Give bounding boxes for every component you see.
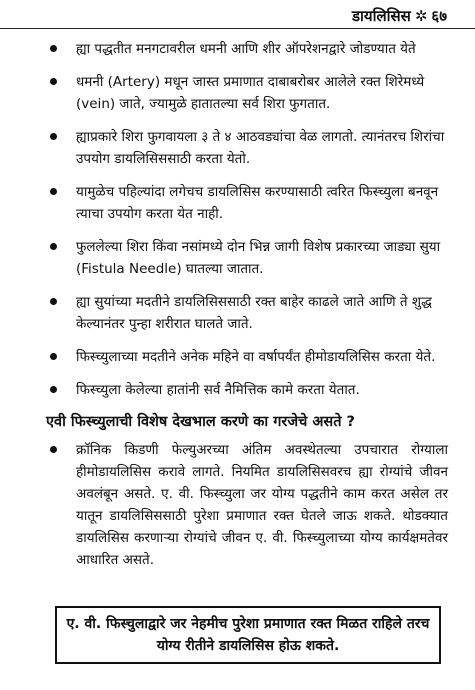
page-number: ६७ bbox=[431, 7, 447, 25]
header-title: डायलिसिस bbox=[351, 7, 411, 25]
bullet-icon bbox=[50, 446, 57, 453]
list-item bbox=[48, 38, 448, 60]
section-paragraph: क्रॉनिक किडणी फेल्युअरच्या अंतिम अवस्थेतल्या उपचारात रोग्याला हीमोडायलिसिस करावे लागते. नियमित डायलिसिसवरच ह्या रोग्यांचे जीवन अवलंबून असते. ए. वी. फिस्च्युला जर योग्य पद्धतीने काम करत असेल तर यातून डायलिसिससाठी पुरेशा प्रमाणात रक्त घेतले जाऊ शकते. थोडक्यात डायलिसिस करणाऱ्या रोग्यांचे जीवन ए. वी. फिस्च्युलाच्या योग्य कार्यक्षमतेवर आधारित असते. bbox=[76, 442, 448, 568]
highlight-note-text: ए. वी. फिस्चुलाद्वारे जर नेहमीच पुरेशा प्रमाणात रक्त मिळत राहिले तरच योग्य रीतीने डायलिसिस होऊ शकते. bbox=[66, 616, 430, 654]
list-item bbox=[48, 181, 448, 225]
list-item-text: ह्या पद्धतीत मनगटावरील धमनी आणि शीर ऑपरेशनद्वारे जोडण्यात येते bbox=[76, 41, 416, 57]
list-item-text: ह्या सुयांच्या मदतीने डायलिसिससाठी रक्त बाहेर काढले जाते आणि ते शुद्ध केल्यानंतर पुन्हा शरीरात घालते जाते. bbox=[76, 294, 432, 332]
list-item bbox=[48, 236, 448, 280]
list-item-text: ह्याप्रकारे शिरा फुगवायला ३ ते ४ आठवड्यांचा वेळ लागतो. त्यानंतरच शिरांचा उपयोग डायलिसिससाठी करता येतो. bbox=[76, 129, 445, 167]
page-body bbox=[48, 38, 448, 582]
list-item-text: धमनी (Artery) मधून जास्त प्रमाणात दाबाबरोबर आलेले रक्त शिरेमध्ये (vein) जाते, ज्यामुळे हातातल्या सर्व शिरा फुगतात. bbox=[76, 74, 425, 112]
list-item-text: यामुळेच पहिल्यांदा लगेचच डायलिसिस करण्यासाठी त्वरित फिस्च्युला बनवून त्याचा उपयोग करता येत नाही. bbox=[76, 184, 439, 222]
page-header bbox=[352, 6, 447, 26]
bullet-icon bbox=[50, 133, 57, 140]
list-item bbox=[48, 71, 448, 115]
list-item bbox=[48, 126, 448, 170]
list-item bbox=[48, 346, 448, 368]
bullet-icon bbox=[50, 78, 57, 85]
highlight-note-box bbox=[55, 606, 441, 664]
bullet-icon bbox=[50, 243, 57, 250]
bullet-icon bbox=[50, 386, 57, 393]
list-item bbox=[48, 291, 448, 335]
header-divider bbox=[0, 28, 475, 29]
bullet-icon bbox=[50, 353, 57, 360]
bullet-icon bbox=[50, 188, 57, 195]
section-heading: एवी फिस्च्युलाची विशेष देखभाल करणे का गरजेचे असते ? bbox=[46, 414, 355, 430]
list-item bbox=[48, 379, 448, 401]
bullet-icon bbox=[50, 298, 57, 305]
list-item-text: फिस्च्युलाच्या मदतीने अनेक महिने वा वर्षापर्यंत हीमोडायलिसिस करता येते. bbox=[76, 349, 436, 365]
asterisk-ornament-icon: ✲ bbox=[414, 7, 428, 25]
bullet-icon bbox=[50, 45, 57, 52]
list-item-text: फिस्च्युला केलेल्या हातांनी सर्व नैमित्तिक कामे करता येतात. bbox=[76, 382, 360, 398]
section-list-item bbox=[48, 439, 448, 571]
list-item-text: फुललेल्या शिरा किंवा नसांमध्ये दोन भिन्न जागी विशेष प्रकारच्या जाड्या सुया (Fistula Needle) घातल्या जातात. bbox=[76, 239, 441, 277]
